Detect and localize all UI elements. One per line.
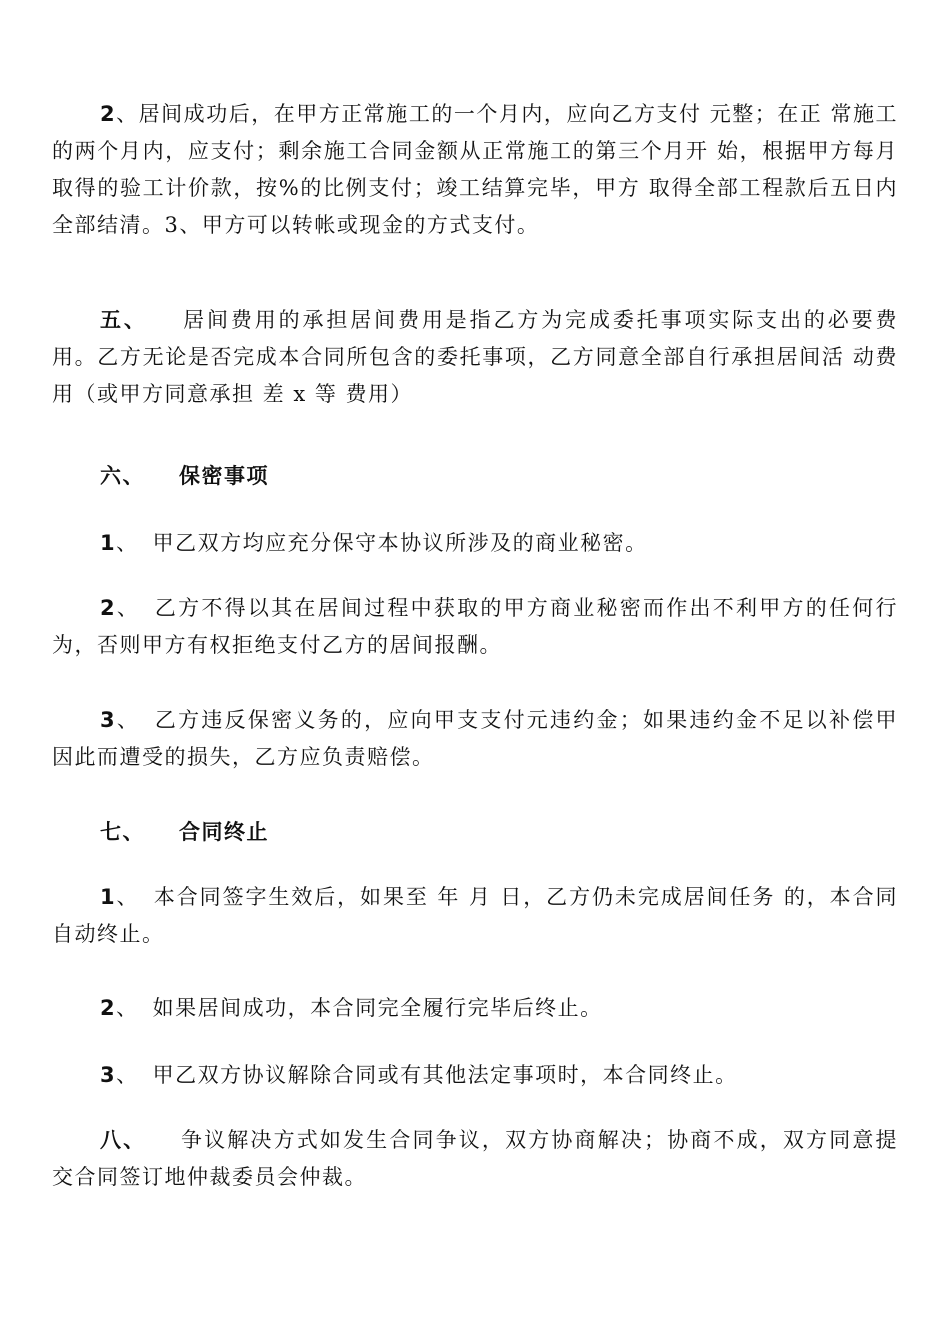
section-title: 合同终止 xyxy=(179,820,269,844)
paragraph-text: 本合同签字生效后，如果至 年 月 日，乙方仍未完成居间任务 的，本合同自动终止。 xyxy=(52,885,899,946)
paragraph-text: 乙方违反保密义务的，应向甲支支付元违约金；如果违约金不足以补偿甲 因此而遭受的损失，乙方应负责赔偿。 xyxy=(52,708,899,769)
item-separator: 、 xyxy=(116,885,140,909)
item-separator: 、 xyxy=(116,596,141,620)
section-title: 保密事项 xyxy=(179,464,269,488)
paragraph-text: 如果居间成功，本合同完全履行完毕后终止。 xyxy=(152,996,603,1020)
paragraph-text: 甲乙双方协议解除合同或有其他法定事项时，本合同终止。 xyxy=(152,1063,738,1087)
paragraph-text: 居间费用的承担居间费用是指乙方为完成委托事项实际支出的必要费用。乙方无论是否完成本合同所包含的委托事项，乙方同意全部自行承担居间活 动费用（或甲方同意承担 差 x 等 费用） xyxy=(52,308,898,406)
section-6-item-1 xyxy=(52,525,898,562)
section-number: 八、 xyxy=(100,1128,147,1152)
section-7-heading xyxy=(52,814,898,851)
section-5-paragraph xyxy=(52,302,898,413)
item-number: 2 xyxy=(100,102,117,126)
section-8-paragraph xyxy=(52,1122,898,1196)
item-number: 2 xyxy=(100,996,117,1020)
item-separator: 、 xyxy=(116,996,139,1020)
payment-paragraph xyxy=(52,96,898,244)
section-number: 七、 xyxy=(100,820,145,844)
section-7-item-2 xyxy=(52,990,898,1027)
paragraph-text: 甲乙双方均应充分保守本协议所涉及的商业秘密。 xyxy=(152,531,648,555)
paragraph-text: 乙方不得以其在居间过程中获取的甲方商业秘密而作出不利甲方的任何行为，否则甲方有权拒绝支付乙方的居间报酬。 xyxy=(52,596,899,657)
section-7-item-3 xyxy=(52,1057,898,1094)
item-separator: 、 xyxy=(116,1063,139,1087)
item-number: 2 xyxy=(100,596,117,620)
section-6-item-2 xyxy=(52,590,898,664)
section-number: 五、 xyxy=(100,308,148,332)
paragraph-text: 争议解决方式如发生合同争议，双方协商解决；协商不成，双方同意提交合同签订地仲裁委员会仲裁。 xyxy=(52,1128,899,1189)
section-number: 六、 xyxy=(100,464,145,488)
section-6-heading xyxy=(52,458,898,495)
item-number: 3 xyxy=(100,1063,117,1087)
item-separator: 、 xyxy=(116,531,139,555)
section-7-item-1 xyxy=(52,879,898,953)
section-6-item-3 xyxy=(52,702,898,776)
paragraph-text: 、居间成功后，在甲方正常施工的一个月内，应向乙方支付 元整；在正 常施工的两个月内，应支付；剩余施工合同金额从正常施工的第三个月开 始，根据甲方每月取得的验工计价款，按%的比例支付；竣工结算完毕，甲方 取得全部工程款后五日内全部结清。3、甲方可以转帐或现金的方式支付。 xyxy=(52,102,898,237)
item-number: 1 xyxy=(100,885,117,909)
item-number: 1 xyxy=(100,531,117,555)
item-separator: 、 xyxy=(116,708,141,732)
item-number: 3 xyxy=(100,708,117,732)
